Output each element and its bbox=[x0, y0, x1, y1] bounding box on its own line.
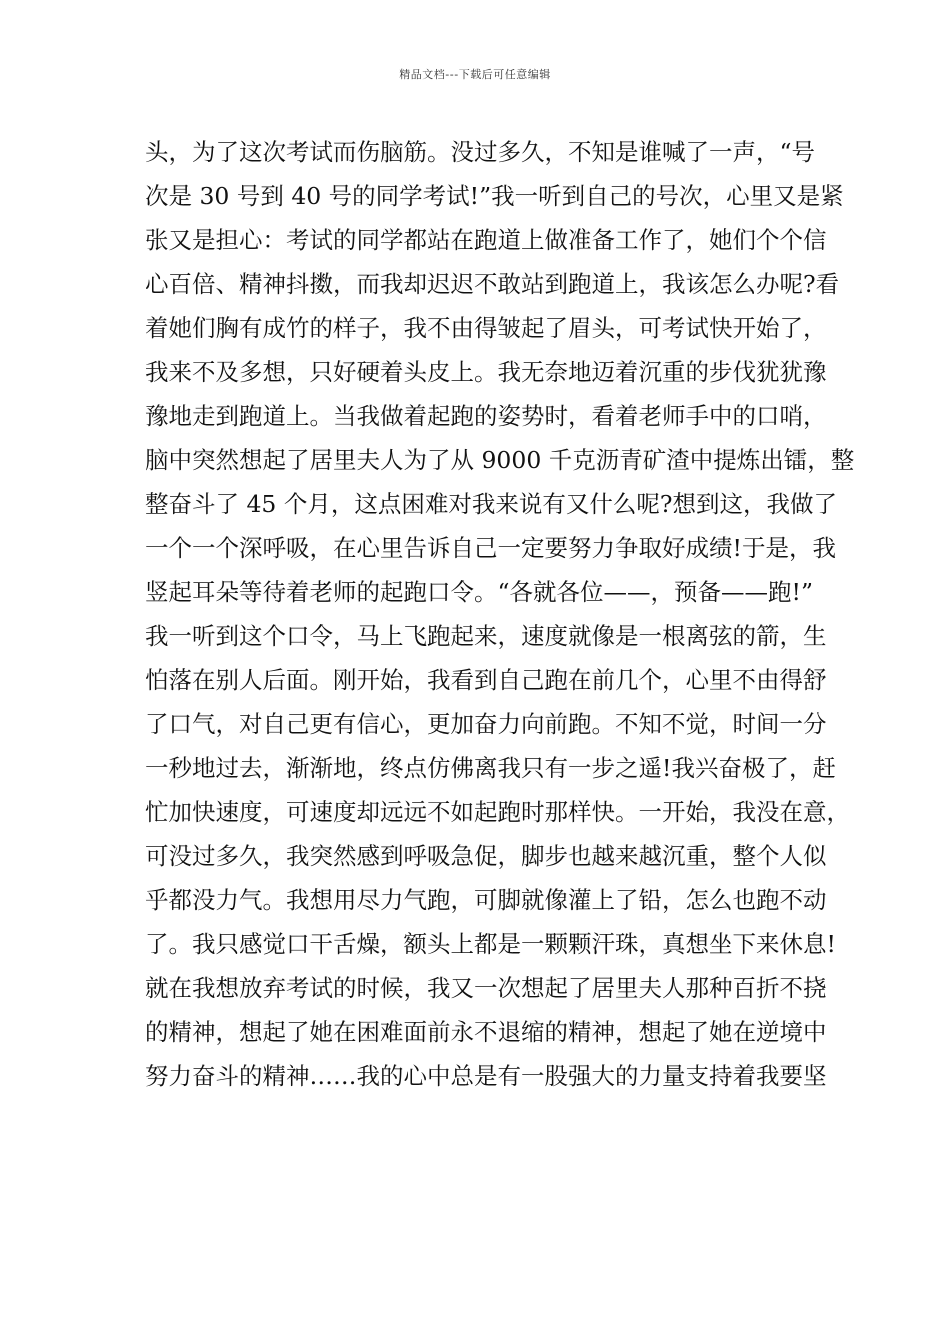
text-line: 一个一个深呼吸，在心里告诉自己一定要努力争取好成绩!于是，我 bbox=[145, 534, 836, 562]
text-line: 了口气，对自己更有信心，更加奋力向前跑。不知不觉，时间一分 bbox=[145, 710, 827, 738]
text-line: 着她们胸有成竹的样子，我不由得皱起了眉头，可考试快开始了， bbox=[145, 314, 827, 342]
text-line: 可没过多久，我突然感到呼吸急促，脚步也越来越沉重，整个人似 bbox=[145, 842, 827, 870]
text-line: 张又是担心：考试的同学都站在跑道上做准备工作了，她们个个信 bbox=[145, 226, 827, 254]
text-line: 脑中突然想起了居里夫人为了从 9000 千克沥青矿渣中提炼出镭，整 bbox=[145, 446, 855, 474]
page-header: 精品文档---下载后可任意编辑 bbox=[399, 68, 551, 81]
text-line: 我来不及多想，只好硬着头皮上。我无奈地迈着沉重的步伐犹犹豫 bbox=[145, 358, 827, 386]
text-line: 的精神，想起了她在困难面前永不退缩的精神，想起了她在逆境中 bbox=[145, 1018, 827, 1046]
text-line: 整奋斗了 45 个月，这点困难对我来说有又什么呢?想到这，我做了 bbox=[145, 490, 837, 518]
document-body bbox=[145, 130, 855, 1098]
text-line: 次是 30 号到 40 号的同学考试!”我一听到自己的号次，心里又是紧 bbox=[145, 182, 844, 210]
text-line: 一秒地过去，渐渐地，终点仿佛离我只有一步之遥!我兴奋极了，赶 bbox=[145, 754, 836, 782]
text-line: 我一听到这个口令，马上飞跑起来，速度就像是一根离弦的箭，生 bbox=[145, 622, 827, 650]
text-line: 怕落在别人后面。刚开始，我看到自己跑在前几个，心里不由得舒 bbox=[145, 666, 827, 694]
text-line: 乎都没力气。我想用尽力气跑，可脚就像灌上了铅，怎么也跑不动 bbox=[145, 886, 827, 914]
text-line: 就在我想放弃考试的时候，我又一次想起了居里夫人那种百折不挠 bbox=[145, 974, 827, 1002]
text-line: 豫地走到跑道上。当我做着起跑的姿势时，看着老师手中的口哨， bbox=[145, 402, 827, 430]
text-line: 了。我只感觉口干舌燥，额头上都是一颗颗汗珠，真想坐下来休息! bbox=[145, 930, 836, 958]
text-line: 忙加快速度，可速度却远远不如起跑时那样快。一开始，我没在意， bbox=[145, 798, 850, 826]
text-line: 头，为了这次考试而伤脑筋。没过多久，不知是谁喊了一声，“号 bbox=[145, 138, 816, 166]
text-line: 心百倍、精神抖擞，而我却迟迟不敢站到跑道上，我该怎么办呢?看 bbox=[145, 270, 840, 298]
text-line: 竖起耳朵等待着老师的起跑口令。“各就各位——，预备——跑!” bbox=[145, 578, 813, 606]
text-line: 努力奋斗的精神……我的心中总是有一股强大的力量支持着我要坚 bbox=[145, 1062, 827, 1090]
